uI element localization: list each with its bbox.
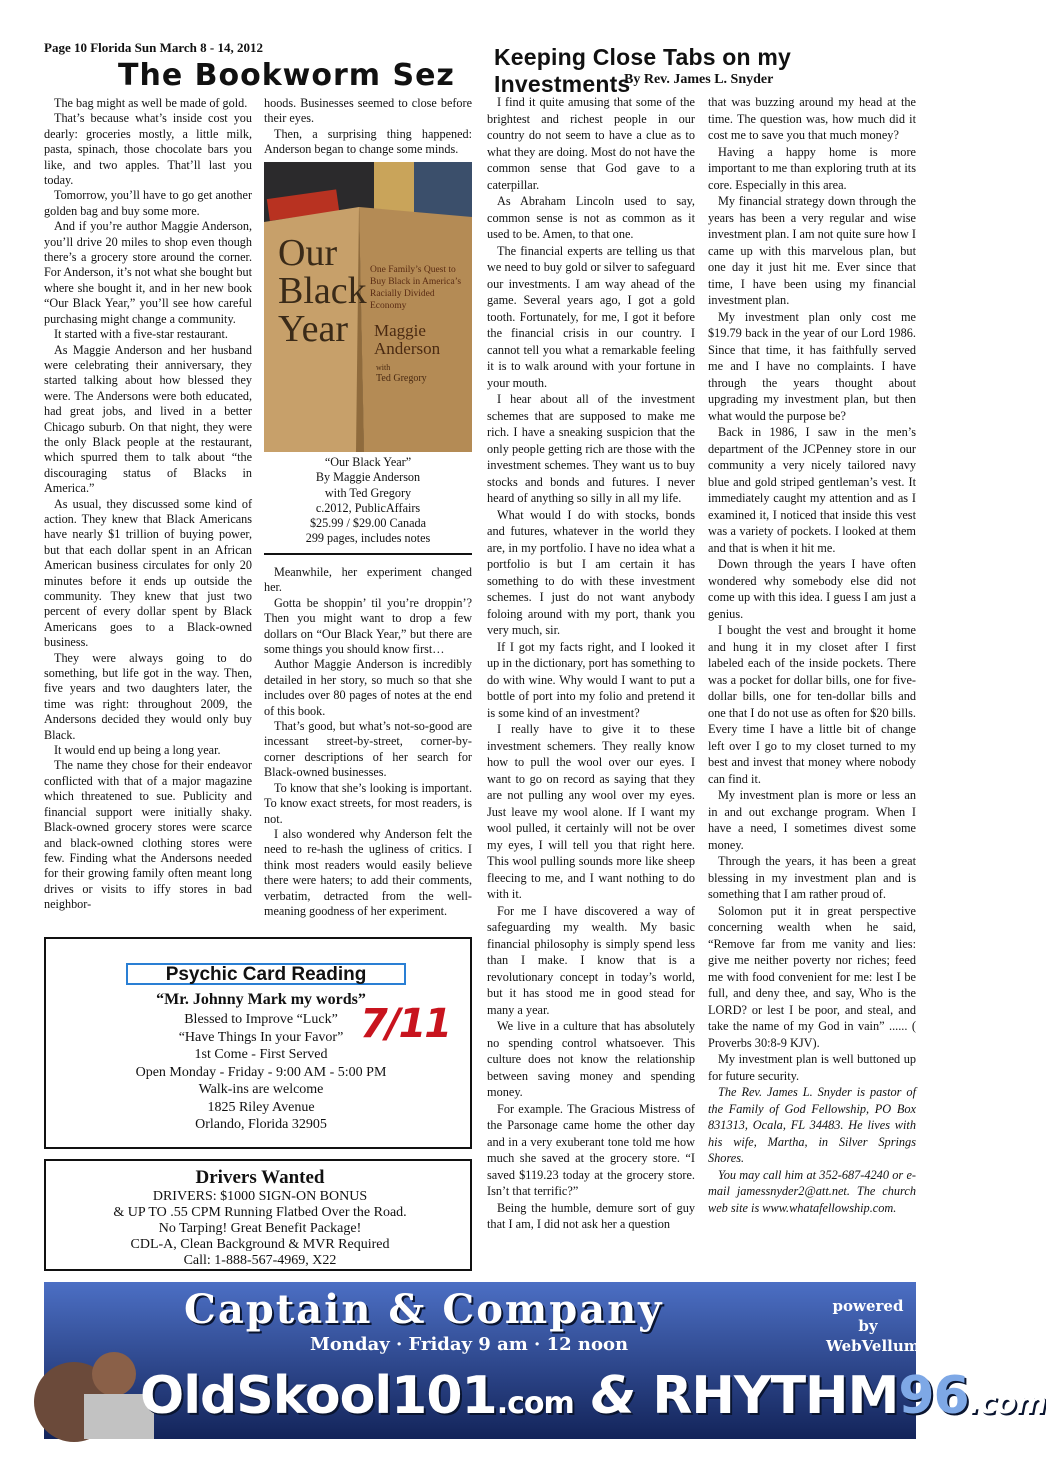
- paragraph: As Abraham Lincoln used to say, common sense is not as common as it used to be. Amen, to that one.: [487, 194, 695, 241]
- bookworm-column-2-bottom: [264, 565, 472, 932]
- paragraph: The bag might as well be made of gold.: [54, 96, 248, 110]
- drivers-wanted-ad: [44, 1159, 472, 1271]
- book-caption: [264, 455, 472, 547]
- cover-title-line: Year: [278, 308, 349, 350]
- ad-line: & UP TO .55 CPM Running Flatbed Over the Road.: [113, 1205, 407, 1220]
- paragraph: Solomon put it in great perspective concerning wealth when he said, “Remove far from me vanity and lies: give me neither poverty nor riches; feed me with food convenient for me: lest I be full, and deny thee, and say, Who is the LORD? or lest I be poor, and steal, and take the name of my God in vain” ...... ( Proverbs 30:8-9 KJV).: [708, 903, 916, 1050]
- paragraph: Then, a surprising thing happened: Anderson began to change some minds.: [264, 126, 472, 157]
- paragraph: And if you’re author Maggie Anderson, you’ll drive 20 miles to shop even though there’s a grocery store around the corner. For Anderson, it’s not what she bought but where she bought it, and in her new book “Our Black Year,” you’ll see how careful purchasing might change a community.: [44, 219, 252, 326]
- paragraph: Author Maggie Anderson is incredibly detailed in her story, so much so that she includes over 80 pages of notes at the end of this book.: [264, 657, 472, 718]
- psychic-ad-title: Psychic Card Reading: [126, 963, 406, 985]
- ad-line: Open Monday - Friday - 9:00 AM - 5:00 PM: [135, 1064, 387, 1080]
- powered-by: [826, 1296, 920, 1356]
- cover-title-line: Black: [278, 270, 367, 312]
- banner-title: Captain & Company: [184, 1286, 664, 1333]
- caption-line: c.2012, PublicAffairs: [315, 500, 421, 515]
- caption-line: with Ted Gregory: [324, 485, 412, 500]
- paragraph: I hear about all of the investment schemes that are supposed to make me rich. I have a sneaking suspicion that the only people getting rich are those with the investment schemes. They want us to buy stocks and bonds and futures. I never heard of anything so silly in all my life.: [487, 392, 695, 505]
- cover-title-line: Our: [278, 232, 338, 274]
- ad-line: Call: 1-888-567-4969, X22: [183, 1253, 337, 1268]
- banner-hours: Monday · Friday 9 am · 12 noon: [310, 1334, 629, 1355]
- paragraph: My investment plan only cost me $19.79 back in the year of our Lord 1986. Since that time, it has faithfully served me and I have no complaints. I have through the years thought about upgrading my investment plan, but then what would the purpose be?: [708, 309, 916, 423]
- drivers-ad-details: [46, 1189, 474, 1269]
- paragraph: Gotta be shoppin’ til you’re droppin’? Then you might want to drop a few dollars on “Our Black Year,” but there are some things you should know first…: [264, 595, 472, 657]
- divider: [264, 553, 472, 555]
- paragraph: Down through the years I have often wondered why somebody else did not come up with this idea. I guess I am just a genius.: [708, 557, 916, 621]
- banner-sites: [140, 1366, 1046, 1434]
- powered-by-label: powered by: [832, 1297, 904, 1335]
- paragraph: My investment plan is well buttoned up for future security.: [708, 1052, 916, 1083]
- paragraph: As Maggie Anderson and her husband were celebrating their anniversary, they started talking about how blessed they were. The Andersons were both educated, had great jobs, and lived in a better Chicago suburb. On that night, they were the only Black people at the restaurant, which spurred them to talk about “the discouraging status of Blacks in America.”: [44, 342, 252, 496]
- paragraph: That’s good, but what’s not-so-good are incessant street-by-street, corner-by-corner descriptions of her search for Black-owned businesses.: [264, 719, 472, 780]
- site-rhythm-number: 96: [898, 1366, 969, 1426]
- ad-line: Orlando, Florida 32905: [195, 1117, 327, 1132]
- cover-subtitle: One Family’s Quest to Buy Black in America’s Racially Divided Economy: [370, 265, 462, 311]
- site-rhythm[interactable]: RHYTHM: [652, 1366, 899, 1426]
- cover-coauthor: Ted Gregory: [376, 373, 427, 384]
- cover-with: with: [376, 363, 391, 372]
- paragraph: It started with a five-star restaurant.: [54, 327, 228, 342]
- cover-title: [278, 234, 367, 348]
- paragraph: I really have to give it to these investment schemers. They really know how to pull the wool over our eyes. I want to go on record as saying that they are not pulling any wool over my eyes. Just leave my wool alone. If I want my wool pulled, it certainly will not be over my eyes, I will tell you that right here. This wool pulling sounds more like sheep fleecing to me, and I want nothing to do with it.: [487, 722, 695, 901]
- column-byline: By Rev. James L. Snyder: [624, 72, 774, 87]
- paragraph: Being the humble, demure sort of guy that I am, I did not ask her a question: [487, 1200, 695, 1231]
- paragraph: What would I do with stocks, bonds and futures, whatever in the world they are, in my portfolio. I have no idea what a portfolio is but I am certain it has something to do with these investment schemes. I just do not want anybody foloing around with my port, thank you very much, sir.: [487, 507, 695, 637]
- author-bio: The Rev. James L. Snyder is pastor of the Family of God Fellowship, PO Box 831313, Ocala, FL 34483. He lives with his wife, Martha, in Silver Springs Shores.: [708, 1085, 916, 1165]
- paragraph: Tomorrow, you’ll have to go get another golden bag and buy some more.: [44, 188, 252, 218]
- drivers-ad-title: Drivers Wanted: [195, 1167, 325, 1188]
- paragraph: I find it quite amusing that some of the brightest and richest people in our country do not seem to have a clue as to what they are doing. Most do not have the common sense that God gave to a caterpillar.: [487, 95, 695, 192]
- site-rhythm-suffix: .com: [968, 1386, 1046, 1421]
- paragraph: As usual, they discussed some kind of action. They knew that Black Americans have nearly $1 trillion of buying power, but that each dollar spent in an African American business circulates for only 20 minutes before it ends up outside the community. They knew that just two percent of every dollar spent by Black Americans goes to a Black-owned business.: [44, 496, 252, 650]
- paragraph: My investment plan is more or less an in and out exchange program. When I have a need, I sometimes divest some money.: [708, 788, 916, 852]
- paragraph: I bought the vest and brought it home and hung it in my closet after I first labeled each of the inside pockets. There was a pocket for dollar bills, one for five-dollar bills, one for ten-dollar bills and one that I do not use as often for $20 bills. Every time I have a little bit of change left over I go to my closet turned to my best and invest that money where nobody can find it.: [708, 623, 916, 786]
- cover-author: Maggie Anderson: [374, 321, 441, 358]
- ad-line: 1st Come - First Served: [194, 1047, 328, 1062]
- powered-by-brand: WebVellum: [826, 1337, 920, 1355]
- paragraph: My financial strategy down through the years has been a very regular and wise investment plan. I am not quite sure how I came up with this marvelous plan, but one day it just hit me. Ever since that time, I have been using my financial investment plan.: [708, 194, 916, 307]
- paragraph: The name they chose for their endeavor conflicted with that of a major magazine which threatened to sue. Publicity and financial support were initially shaky. Black-owned grocery stores were scarce and black-owned clothing stores were few. Finding what the Andersons needed for their growing family often meant long drives or visits to iffy stores in bad neighbor-: [44, 758, 252, 912]
- ampersand: &: [590, 1366, 636, 1426]
- paragraph: that was buzzing around my head at the time. The question was, how much did it cost me to save you that much money?: [708, 95, 916, 142]
- captain-company-banner: [44, 1282, 1046, 1439]
- ad-line: CDL-A, Clean Background & MVR Required: [130, 1237, 390, 1252]
- paragraph: Back in 1986, I saw in the men’s department of the JCPenney store in our community a very nicely tailored navy blue and gold striped gentleman’s vest. It immediately caught my attention and as I examined it, I noticed that inside this vest was a variety of pockets. I looked at them and that is when it hit me.: [708, 425, 916, 555]
- paragraph: Meanwhile, her experiment changed her.: [264, 565, 472, 595]
- bookworm-column-1: [44, 96, 252, 932]
- paragraph: If I got my facts right, and I looked it up in the dictionary, port has something to do with wine. Why would I want to put a bottle of port into my folio and pretend it is some kind of an investment?: [487, 639, 695, 720]
- site-oldskool[interactable]: OldSkool101: [140, 1366, 497, 1426]
- paragraph: For me I have discovered a way of safeguarding my wealth. My basic financial philosophy is simply spend less than I make. I know that is a revolutionary concept in today’s world, but it has stood me in good stead for many a year.: [487, 903, 695, 1017]
- ad-line: No Tarping! Great Benefit Package!: [158, 1221, 362, 1236]
- page-header: Page 10 Florida Sun March 8 - 14, 2012: [44, 40, 263, 55]
- psychic-reading-ad: [44, 937, 472, 1149]
- book-cover-image: [264, 162, 472, 452]
- site-oldskool-suffix: .com: [496, 1386, 574, 1421]
- paragraph: They were always going to do something, but life got in the way. Then, five years and two daughters later, the time was right: throughout 2009, the Andersons decided they would only buy Black.: [44, 650, 252, 742]
- ad-line: Blessed to Improve “Luck”: [184, 1012, 338, 1027]
- caption-line: “Our Black Year”: [324, 455, 412, 469]
- paragraph: hoods. Businesses seemed to close before their eyes.: [264, 96, 472, 126]
- paragraph: We live in a culture that has absolutely no spending control whatsoever. This culture does not know the relationship between saving money and spending money.: [487, 1019, 695, 1099]
- paragraph: It would end up being a long year.: [54, 743, 221, 758]
- investments-column-1: [487, 94, 695, 1274]
- investments-column-2: [708, 94, 916, 1274]
- paragraph: For example. The Gracious Mistress of the Parsonage came home the other day and in a very exuberant tone told me how much she saved at the grocery store. “I saved $119.23 today at the grocery store. Isn’t that terrific?”: [487, 1101, 695, 1198]
- bookworm-title: The Bookworm Sez: [118, 58, 455, 93]
- paragraph: I also wondered why Anderson felt the need to re-hash the ugliness of critics. I think most readers would easily believe there were haters; to add their comments, verbatim, detracted from the well-meaning goodness of her experiment.: [264, 826, 472, 918]
- paragraph: The financial experts are telling us that we need to buy gold or silver to safeguard our investments. I am way ahead of the game. Several years ago, I got a gold tooth. Fortunately, for me, I got it before the financial crisis in our country. I cannot tell you what a remarkable feeling it is to walk around with your fortune in your mouth.: [487, 243, 695, 390]
- caption-line: 299 pages, includes notes: [305, 531, 431, 546]
- paragraph: To know that she’s looking is important. To know exact streets, for most readers, is not.: [264, 780, 472, 826]
- psychic-ad-name: “Mr. Johnny Mark my words”: [156, 991, 366, 1008]
- paragraph: Having a happy home is more important to me than exploring truth at its core. Especially in this area.: [708, 144, 916, 192]
- author-contact: You may call him at 352-687-4240 or e-mail jamessnyder2@att.net. The church web site is www.whatafellowship.com.: [708, 1167, 916, 1215]
- caption-line: By Maggie Anderson: [315, 470, 421, 485]
- ad-line: 1825 Riley Avenue: [207, 1099, 315, 1115]
- caption-line: $25.99 / $29.00 Canada: [309, 516, 427, 531]
- column-title: Keeping Close Tabs on my Investments: [494, 44, 792, 97]
- ad-line: “Have Things In your Favor”: [178, 1029, 344, 1045]
- ad-line: DRIVERS: $1000 SIGN-ON BONUS: [152, 1189, 368, 1204]
- bookworm-column-2-top: [264, 96, 472, 158]
- logo-711: 7/11: [360, 1001, 451, 1047]
- paragraph: Through the years, it has been a great blessing in my investment plan and is something that I am rather proud of.: [708, 854, 916, 901]
- ad-line: Walk-ins are welcome: [198, 1082, 324, 1097]
- paragraph: That’s because what’s inside cost you dearly: groceries mostly, a little milk, pasta, spinach, those chocolate bars you like, and two apples. That’ll last you today.: [44, 111, 252, 188]
